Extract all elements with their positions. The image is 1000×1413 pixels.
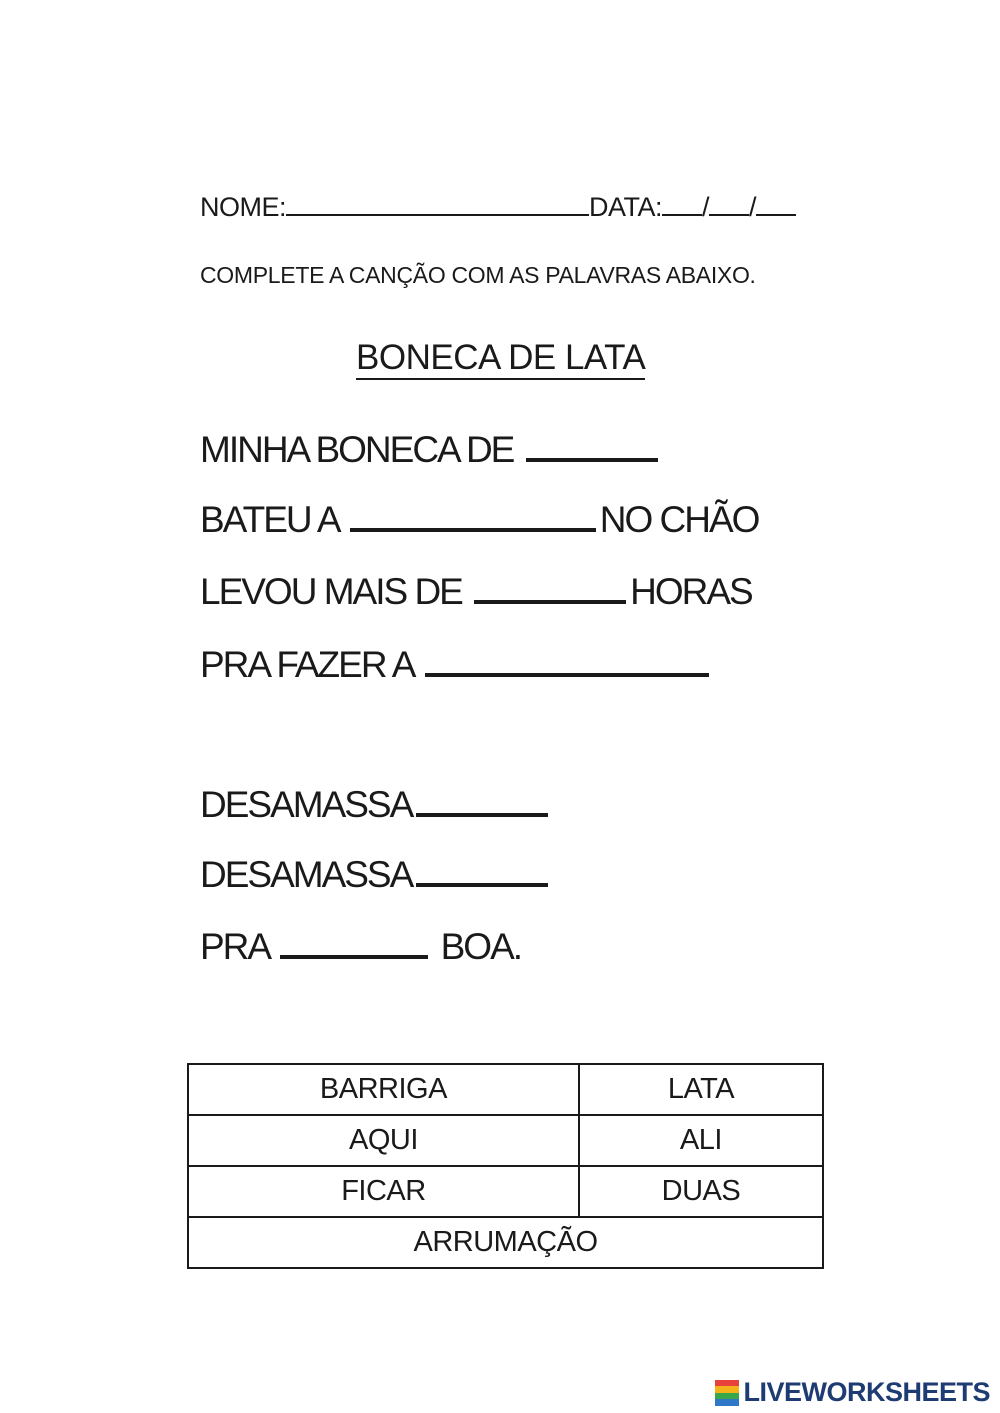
liveworksheets-logo[interactable] bbox=[715, 1377, 990, 1408]
lyric-line-1 bbox=[200, 428, 662, 472]
word-cell: ARRUMAÇÃO bbox=[188, 1217, 823, 1268]
lyric-text: LEVOU MAIS DE bbox=[200, 571, 462, 612]
lyric-line-7 bbox=[200, 925, 521, 969]
word-cell: FICAR bbox=[188, 1166, 579, 1217]
name-label: NOME: bbox=[200, 192, 287, 222]
word-cell: LATA bbox=[579, 1064, 823, 1115]
lyric-line-6 bbox=[200, 853, 552, 897]
answer-blank-4[interactable] bbox=[425, 643, 709, 677]
word-cell: BARRIGA bbox=[188, 1064, 579, 1115]
table-row bbox=[188, 1166, 823, 1217]
name-date-line bbox=[200, 188, 796, 223]
lyric-line-4 bbox=[200, 643, 713, 687]
lyric-text: NO CHÃO bbox=[599, 499, 759, 540]
answer-blank-2[interactable] bbox=[350, 498, 596, 532]
date-separator: / bbox=[749, 192, 757, 222]
answer-blank-3[interactable] bbox=[474, 570, 626, 604]
lyric-line-5 bbox=[200, 783, 552, 827]
answer-blank-7[interactable] bbox=[280, 925, 428, 959]
answer-blank-6[interactable] bbox=[416, 853, 548, 887]
table-row bbox=[188, 1064, 823, 1115]
logo-icon bbox=[715, 1380, 739, 1406]
word-cell: AQUI bbox=[188, 1115, 579, 1166]
date-month-field[interactable] bbox=[709, 188, 749, 216]
lyric-text: DESAMASSA bbox=[200, 784, 413, 825]
table-row bbox=[188, 1115, 823, 1166]
date-day-field[interactable] bbox=[662, 188, 702, 216]
lyric-line-2 bbox=[200, 498, 758, 542]
instruction-text: COMPLETE A CANÇÃO COM AS PALAVRAS ABAIXO. bbox=[200, 262, 756, 288]
logo-text: LIVEWORKSHEETS bbox=[743, 1377, 990, 1407]
word-cell: DUAS bbox=[579, 1166, 823, 1217]
word-bank-table bbox=[187, 1063, 824, 1269]
lyric-text: PRA FAZER A bbox=[200, 644, 413, 685]
lyric-text: DESAMASSA bbox=[200, 854, 413, 895]
word-cell: ALI bbox=[579, 1115, 823, 1166]
lyric-line-3 bbox=[200, 570, 752, 614]
table-row bbox=[188, 1217, 823, 1268]
lyric-text: MINHA BONECA DE bbox=[200, 429, 514, 470]
date-year-field[interactable] bbox=[756, 188, 796, 216]
lyric-text: BOA. bbox=[440, 926, 522, 967]
lyric-text: BATEU A bbox=[200, 499, 338, 540]
answer-blank-5[interactable] bbox=[416, 783, 548, 817]
lyric-text: HORAS bbox=[630, 571, 752, 612]
song-title: BONECA DE LATA bbox=[356, 340, 645, 380]
answer-blank-1[interactable] bbox=[526, 428, 658, 462]
date-label: DATA: bbox=[589, 192, 663, 222]
name-field[interactable] bbox=[286, 188, 589, 216]
lyric-text: PRA bbox=[200, 926, 269, 967]
date-separator: / bbox=[702, 192, 710, 222]
